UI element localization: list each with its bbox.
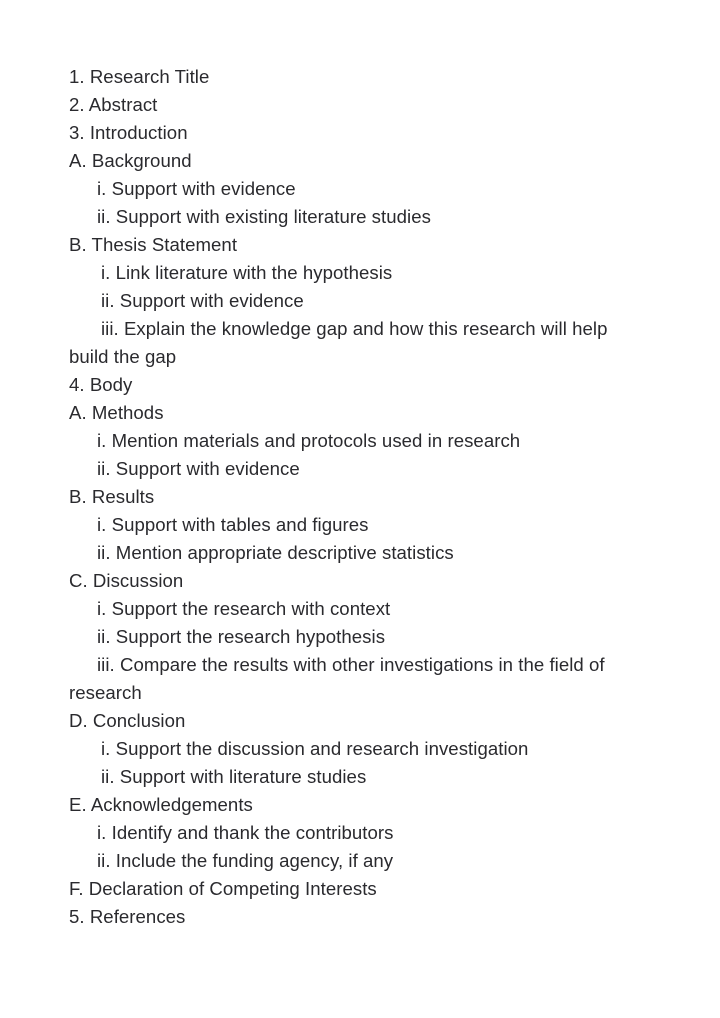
outline-line bbox=[69, 651, 635, 707]
outline-line: 2. Abstract bbox=[69, 94, 158, 115]
outline-line: C. Discussion bbox=[69, 570, 184, 591]
outline-line: i. Support with tables and figures bbox=[97, 514, 369, 535]
outline-line: i. Support the research with context bbox=[97, 598, 391, 619]
outline-line: 3. Introduction bbox=[69, 122, 188, 143]
outline-line: 5. References bbox=[69, 906, 186, 927]
outline-line: i. Link literature with the hypothesis bbox=[101, 262, 393, 283]
outline-line: i. Support the discussion and research investigation bbox=[101, 738, 529, 759]
outline-line: i. Support with evidence bbox=[97, 178, 296, 199]
outline-line: B. Thesis Statement bbox=[69, 234, 238, 255]
outline-line: ii. Support with evidence bbox=[101, 290, 304, 311]
outline-line bbox=[69, 315, 635, 371]
outline-line: i. Mention materials and protocols used in research bbox=[97, 430, 521, 451]
outline-line: ii. Include the funding agency, if any bbox=[97, 850, 394, 871]
outline-line-text: iii. Compare the results with other investigations in the field of research bbox=[69, 654, 605, 703]
outline-line: ii. Mention appropriate descriptive statistics bbox=[97, 542, 454, 563]
outline-line: A. Methods bbox=[69, 402, 164, 423]
outline-line-text: iii. Explain the knowledge gap and how this research will help build the gap bbox=[69, 318, 608, 367]
outline-line: A. Background bbox=[69, 150, 192, 171]
outline-line: ii. Support with existing literature studies bbox=[97, 206, 431, 227]
outline-list bbox=[69, 63, 635, 931]
outline-line: 4. Body bbox=[69, 374, 133, 395]
outline-line: B. Results bbox=[69, 486, 155, 507]
outline-line: i. Identify and thank the contributors bbox=[97, 822, 394, 843]
outline-line: ii. Support with literature studies bbox=[101, 766, 367, 787]
outline-line: E. Acknowledgements bbox=[69, 794, 253, 815]
outline-line: ii. Support the research hypothesis bbox=[97, 626, 386, 647]
outline-line: 1. Research Title bbox=[69, 66, 210, 87]
outline-line: D. Conclusion bbox=[69, 710, 186, 731]
outline-line: F. Declaration of Competing Interests bbox=[69, 878, 377, 899]
outline-line: ii. Support with evidence bbox=[97, 458, 300, 479]
